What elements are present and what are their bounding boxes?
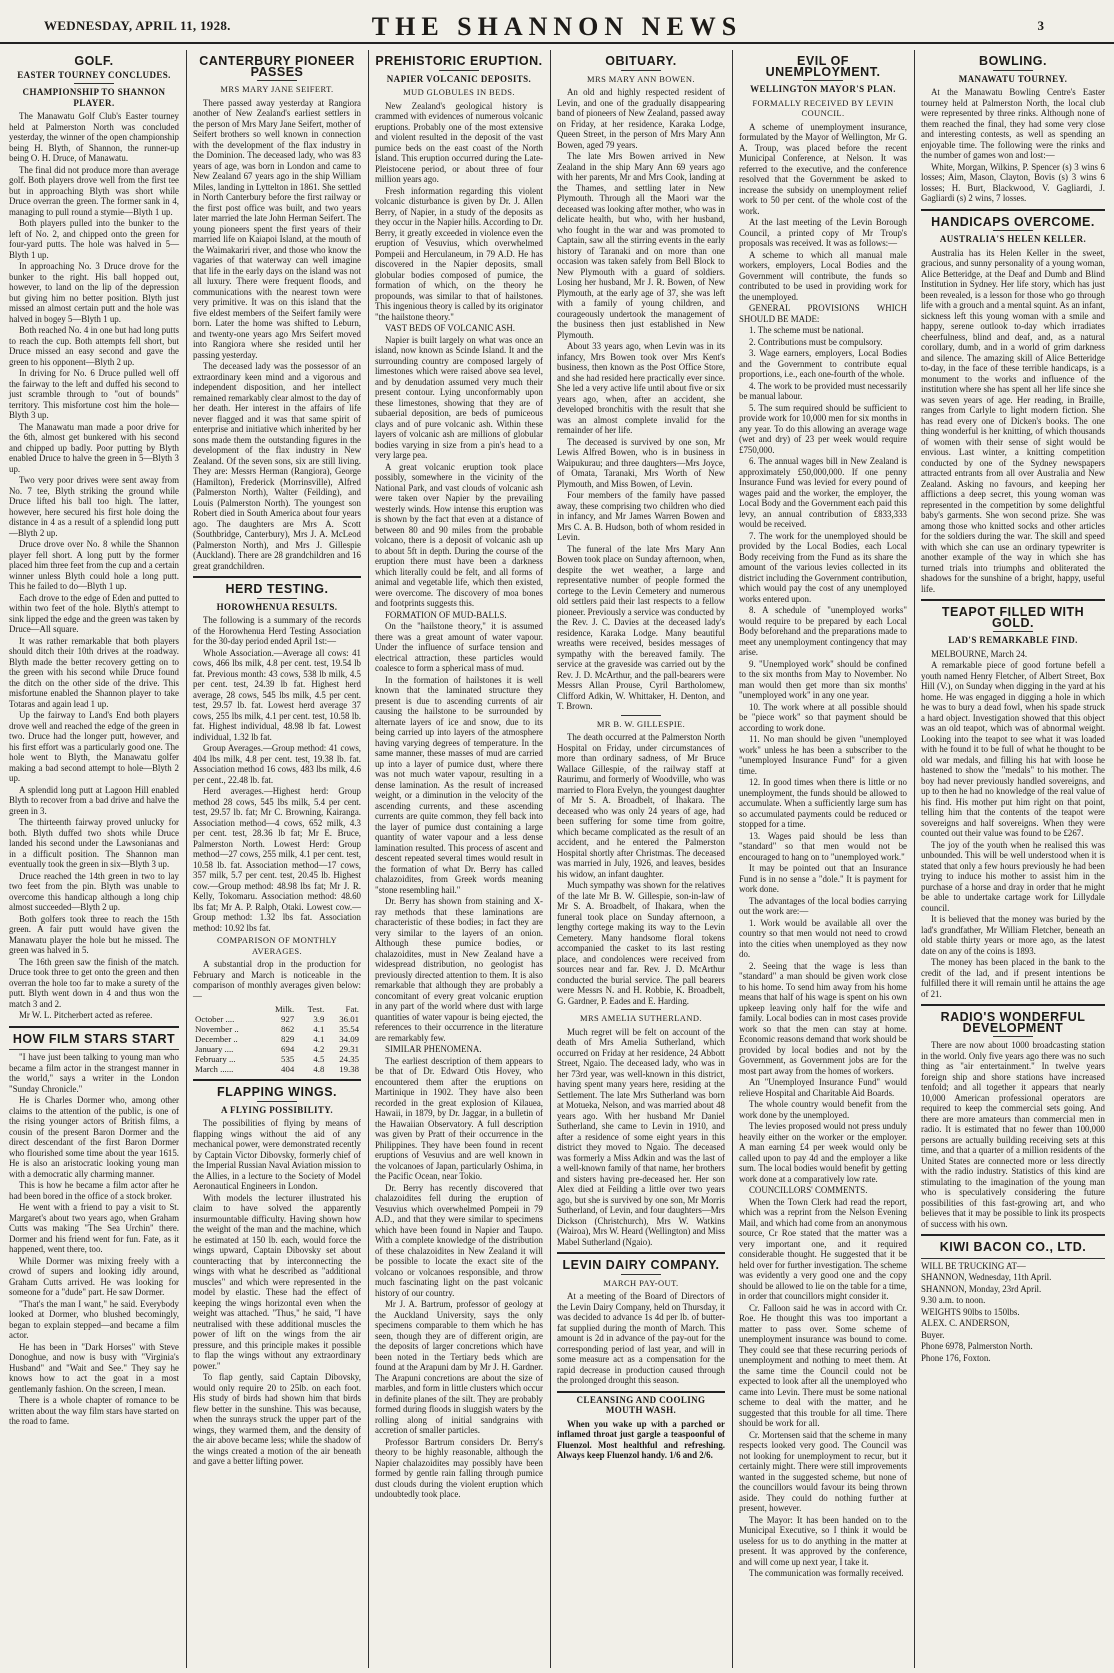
paragraph: SHANNON, Monday, 23rd April. bbox=[921, 1283, 1042, 1294]
table-cell: 34.09 bbox=[339, 1034, 359, 1044]
column-5 bbox=[734, 50, 912, 1668]
paragraph: "That's the man I want," he said. Everybody looked at Dormer, who blushed becomingly, began to explain stepped—and became a film actor. bbox=[9, 1298, 179, 1340]
paragraph: The death occurred at the Palmerston North Hospital on Friday, under circumstances of more than ordinary sadness, of Mr Bruce Wallace Gillespie, of the railway staff at Raurimu, and formerly of Woodville, who was married to Flora Evelyn, the youngest daughter of Mr S. A. Broadbelt, of Ihakara. The deceased who was only 24 years of age, had been suffering for some time from goitre, which became complicated as the result of an accident, and he entered the Palmerston Hospital shortly after Christmas. The deceased was married in July, 1926, and leaves, besides his widow, an infant daughter. bbox=[557, 732, 725, 879]
table-header-cell: Milk. bbox=[274, 1004, 295, 1014]
monthly-averages-table bbox=[193, 1004, 361, 1074]
golf-article bbox=[9, 111, 179, 1021]
dairy-subheading: MARCH PAY-OUT. bbox=[603, 1277, 679, 1288]
paragraph: In approaching No. 3 Druce drove for the bunker to the right. His ball hopped out, however, to land on the lip of the depression but giving him no better position. Blyth just missed an almost certain putt and the hole was halved in bogey 5—Blyth 1 up. bbox=[9, 261, 179, 324]
paragraph: Both golfers took three to reach the 15th green. A fair putt would have given the Manawatu player the hole but he missed. The green was halved in 5. bbox=[9, 913, 179, 955]
paragraph: At a meeting of the Board of Directors of the Levin Dairy Company, held on Thursday, it was decided to advance 1s 4d per lb. of butter-fat supplied during the month of March. This amount is 2d in advance of the pay-out for the corresponding period of last year, and will in some measure act as a compensation for the rapid decrease in production caused through the prolonged drought this season. bbox=[557, 1291, 725, 1385]
paragraph: The whole country would benefit from the work done by the unemployed. bbox=[739, 1099, 907, 1120]
table-cell: October .... bbox=[195, 1014, 235, 1024]
paragraph: New Zealand's geological history is crammed with evidences of numerous volcanic eruptions. Probably one of the most extensive and violent resulted in the deposit of the vast pumice beds on the east coast of the North Island. This eruption occurred during the Late-Pleistocene period, or about three of four million years ago. bbox=[375, 100, 543, 184]
paragraph: The communication was formally received. bbox=[749, 1568, 904, 1578]
prehistoric-heading: PREHISTORIC ERUPTION. bbox=[375, 54, 543, 68]
kiwi-advert bbox=[921, 1261, 1105, 1364]
paragraph: 1. The scheme must be national. bbox=[749, 325, 864, 335]
bowling-subheading: MANAWATU TOURNEY. bbox=[958, 73, 1068, 84]
comparison-title: COMPARISON OF MONTHLY AVERAGES. bbox=[216, 935, 338, 956]
table-cell: 4.2 bbox=[313, 1044, 325, 1054]
paragraph: To flap gently, said Captain Dibovsky, would only require 20 to 25lb. on each foot. His study of birds had shown him that birds flew better in the sunshine. This was because, when the sunrays struck the upper part of the wings, they warmed them, and the density of the air above became less; while the shadow of the wings created a motion of the air beneath and gave a better lifting power. bbox=[193, 1372, 361, 1466]
film-article bbox=[9, 1052, 179, 1427]
table-cell: 19.38 bbox=[339, 1064, 359, 1074]
paragraph: 11. No man should be given "unemployed work" unless he has been a subscriber to the "unemployed Insurance Fund" for a given time. bbox=[739, 734, 907, 776]
table-cell: 3.9 bbox=[313, 1014, 325, 1024]
paragraph: A scheme to which all manual male workers, employers, Local Bodies and the Government will contribute, the funds so contributed to be used in providing work for the unemployed. bbox=[739, 249, 907, 302]
obituary-sutherland-article bbox=[557, 1027, 725, 1248]
paragraph: Napier is built largely on what was once an island, now known as Scinde Island. It and the surrounding country are composed largely of limestones which were raised above sea level, and by denudation assumed very much their present contour. Lying unconformably upon these limestones, showing that they are of subaerial deposition, are beds of pumiceous clays and of pure volcanic ash. Within these layers of volcanic ash are millions of globular bodies varying in size from a pin's head to a very large pea. bbox=[375, 334, 543, 460]
mouthwash-advert: When you wake up with a parched or inflamed throat just gargle a teaspoonful of Fluenzol. Most healthful and refreshing. Always keep Fluenzol handy. 1/6 and 2/6. bbox=[557, 1418, 725, 1460]
table-cell: 24.35 bbox=[339, 1054, 359, 1064]
table-cell: 404 bbox=[281, 1064, 295, 1074]
paragraph: Buyer. bbox=[921, 1329, 945, 1340]
paragraph: WEIGHTS 90lbs to 150lbs. bbox=[921, 1306, 1020, 1317]
paragraph: 2. Contributions must be compulsory. bbox=[749, 336, 883, 347]
table-cell: November .. bbox=[195, 1024, 239, 1034]
prehistoric-article bbox=[375, 101, 543, 1500]
paragraph: 12. In good times when there is little or no unemployment, the funds should be allowed to accumulate. When a sufficiently large sum has so accumulated payments could be reduced or stopped for a time. bbox=[739, 777, 907, 829]
paragraph: It is believed that the money was buried by the lad's grandfather, Mr William Fletcher, beneath an old stable thirty years or more ago, as the latest date on any of the coins is 1893. bbox=[921, 914, 1105, 956]
paragraph: White, Morgan, Wilkins, P. Spencer (s) 3 wins 6 losses; Aim, Mason, Clayton, Bovis (s) 3 wins 6 losses; H. Burt, Blackwood, V. Gagliardi, J. Gagliardi (s) 2 wins, 7 losses. bbox=[921, 161, 1105, 203]
paragraph: GENERAL PROVISIONS WHICH SHOULD BE MADE: bbox=[739, 303, 907, 324]
herd-heading: HERD TESTING. bbox=[225, 582, 329, 596]
paragraph: At the last meeting of the Levin Borough Council, a printed copy of Mr Troup's proposals was received. It was as follows:— bbox=[739, 217, 907, 248]
paragraph: At the Manawatu Bowling Centre's Easter tourney held at Palmerston North, the local club were represented by three rinks. Although none of them reached the final, they had some very close and interesting contests, as well as spending an enjoyable time. The following were the rinks and the number of games won and lost:— bbox=[921, 87, 1105, 160]
paragraph: A scheme of unemployment insurance, formulated by the Mayor of Wellington, Mr G. A. Troup, was placed before the recent Municipal Conference, at Nelson. It was referred to the executive, and the conference resolved that the Government be asked to increase the subsidy on unemployment relief work to 50 per cent. of the whole cost of the work. bbox=[739, 121, 907, 216]
paragraph: There are now about 1000 broadcasting station in the world. Only five years ago there was no such thing as "air entertainment." In twelve years foreign ship and shore stations have increased tenfold; and all together it appears that nearly 10,000 American professional operators are required to keep the commercial sets going. And there are more amateurs than commercial men in radio. It is estimated that no fewer than 100,000 persons are actually building receiving sets at this time, and that a quarter of a million residents of the United States are connected more or less directly with the radio industry. Statistics of this kind are stimulating to the imagination of the young man who is speculatively considering the future possibilities of this fast-growing art, and who believes that it may be possible to link its prospects of success with his own. bbox=[921, 1040, 1105, 1229]
paragraph: Cr. Falloon said he was in accord with Cr. Roe. He thought this was too important a matter to pass over. Some scheme of unemployment insurance was bound to come. They could see that these recurring periods of unemployment and nothing to meet them. At the same time the Council could not be expected to look after all the unemployed who came into Levin. There must be some national scheme to deal with the matter, and he suggested that this trouble for all time. There should be work for all. bbox=[739, 1302, 907, 1428]
paragraph: COUNCILLORS' COMMENTS. bbox=[749, 1185, 868, 1195]
paragraph: This is how he became a film actor after he had been bored in the office of a stock broker. bbox=[9, 1180, 179, 1201]
table-row bbox=[193, 1054, 361, 1064]
paragraph: The following is a summary of the records of the Horowhenua Herd Testing Association for the 30-day period ended April 1st:— bbox=[193, 615, 361, 646]
canterbury-subheading: MRS MARY JANE SEIFERT. bbox=[220, 84, 334, 94]
paragraph: Australia has its Helen Keller in the sweet, gracious, and sunny personality of a young woman, Alice Betteridge, at the Deaf and Dumb and Blind Institution in Sydney. Her life story, which has just been revealed, is a lesson for those who go through life with a grouch and a mental squint. As an infant, sickness left this young woman with a smile and happy, serene outlook to-day which irradiates cheerfulness, blind and deaf, and, as a natural corollary, dumb, and in a world of grim darkness and silence. The amazing skill of Alice Betteridge to-day, in the face of these terrible handicaps, is a monument to the works and influence of the institution where she has spent all her life since she was seven years of age. Her reading, in Braille, ranges from Carlyle to light modern fiction. She has read every one of Dicken's books. The one thing wonderful is her knitting, of which thousands of women with their sense of sight would be envious. Last winter, a knitting competition conducted by one of the Sydney newspapers attracted entrants from all over Australia and New Zealand. Asking no favours, and keeping her afflictions a deep secret, this young woman was represented in the competition by some delightful baby's garments. She won second prize. She was among those who knitted socks and other articles for the soldiers during the war. The skill and speed with which she can use an ordinary typewriter is another example of the way in which she has turned trials into triumphs and obliterated the shadows for the sunshine of a bright, happy, useful life. bbox=[921, 247, 1105, 594]
paragraph: He went with a friend to pay a visit to St. Margaret's about two years ago, when Graham Cutts was making "The Sea Urchin" there. Dormer and his friend went for fun. Fate, as it happened, went there, too. bbox=[9, 1202, 179, 1254]
obituary-gillespie-subheading: MR B. W. GILLESPIE. bbox=[596, 718, 686, 729]
column-2 bbox=[188, 50, 366, 1668]
paragraph: The earliest description of them appears to be that of Dr. Edward Otis Hovey, who encountered them after the eruptions on Martinique in 1902. They have also been recorded in the great explosion of Kilauea, Hawaii, in 1879, by Dr. Jaggar, in a bulletin of the Hawaiian Observatory. A full description was given by Pratt of their occurrence in the Philippines. They have been found in recent eruptions of Vesuvius and are well known in the volcanoes of Japan, particularly Oshima, in the Pacific Ocean, near Tokio. bbox=[375, 1055, 543, 1181]
paragraph: The Manawatu man made a poor drive for the 6th, almost get bunkered with his second and chipped up badly. Poor putting by Blyth enabled Druce to halve the green in 5—Blyth 3 up. bbox=[9, 421, 179, 474]
teapot-subheading: LAD'S REMARKABLE FIND. bbox=[948, 635, 1078, 645]
paragraph: A splendid long putt at Lagoon Hill enabled Blyth to recover from a bad drive and halve the green in 3. bbox=[9, 784, 179, 816]
paragraph: VAST BEDS OF VOLCANIC ASH. bbox=[385, 323, 515, 333]
table-cell: 29.31 bbox=[339, 1044, 359, 1054]
paragraph: There is a whole chapter of romance to be written about the way film stars have started on the road to fame. bbox=[9, 1395, 179, 1426]
paragraph: In the formation of hailstones it is well known that the laminated structure they present is due to ascending currents of air causing the hailstone to be surrounded by alternate layers of ice and snow, due to its being carried up into layers of the atmosphere having varying degrees of temperature. In the same manner, these masses of mud are carried up into a layer of pumice dust, where there was not much water vapour, resulting in a dense lamination. As the result of increased weight, or a diminution in the velocity of the ascending currents, and these ascending currents are quite common, they fell back into the layer of pumice dust containing a large quantity of water vapour and a less dense lamination resulted. This process of ascent and descent repeated several times would result in the formation of what Dr. Berry has called chalazoidites, from Greek words meaning "stone resembling hail." bbox=[375, 674, 543, 895]
table-row bbox=[193, 1014, 361, 1024]
table-cell: January .... bbox=[195, 1044, 234, 1054]
kiwi-heading: KIWI BACON CO., LTD. bbox=[939, 1240, 1087, 1254]
table-cell: 4.8 bbox=[313, 1064, 325, 1074]
paragraph: The Manawatu Golf Club's Easter tourney held at Palmerston North was concluded yesterday, the winner of the open championship being H. Blyth, of Shannon, the runner-up being O. H. Druce, of Manawatu. bbox=[9, 111, 179, 163]
paragraph: Phone 176, Foxton. bbox=[921, 1352, 991, 1363]
paragraph: In driving for No. 6 Druce pulled well off the fairway to the left and duffed his second to just scramble through to "out of bounds" territory. This misfortune cost him the hole—Blyth 3 up. bbox=[9, 368, 179, 420]
dairy-heading: LEVIN DAIRY COMPANY. bbox=[562, 1258, 720, 1272]
golf-subheading-2: CHAMPIONSHIP TO SHANNON PLAYER. bbox=[22, 87, 166, 108]
paragraph: Four members of the family have passed away, these comprising two children who died in infancy, and Mr James Warren Bowen and Mrs C. A. B. Hudson, both of whom resided in Levin. bbox=[557, 490, 725, 542]
table-row bbox=[193, 1034, 361, 1044]
table-cell: 694 bbox=[281, 1044, 295, 1054]
paragraph: Mr W. L. Pitcherbert acted as referee. bbox=[19, 1010, 153, 1020]
column-6 bbox=[916, 50, 1110, 1668]
paragraph: Druce reached the 14th green in two to lay two feet from the pin. Blyth was unable to overcome this handicap although a long chip almost succeeded—Blyth 2 up. bbox=[9, 870, 179, 912]
dairy-article bbox=[557, 1291, 725, 1386]
bowling-article bbox=[921, 87, 1105, 204]
paragraph: The joy of the youth when he realised this was unbounded. This will be well understood when it is stated that only a few hours previously he had been trying to induce his mother to assist him in the purchase of a horse and dray in order that he might be able to undertake cartage work for Lillydale council. bbox=[921, 839, 1105, 913]
paragraph: The deceased lady was the possessor of an extraordinary keen mind and a vigorous and independent disposition, and her intellect remained remarkably clear almost to the day of her death. Her interest in the affairs of life never flagged and it was that same spirit of enterprise and initiative which inherited by her sons made them the outstanding figures in the development of the flax industry in New Zealand. Of the seven sons, six are still living. They are: Messrs Herman (Rangiora), George (Hamilton), Frederick (Morrinsville), Alfred (Palmerston North), Walter (Feilding), and Louis (Palmerston North). The youngest son Robert died in South America about four years ago. The daughters are Mrs A. Scott (Southbridge, Canterbury), Mrs J. A. McLeod (Palmerston North), and Mrs J. Gillespie (Auckland). There are 28 grandchildren and 16 great grandchildren. bbox=[193, 361, 361, 571]
table-header-cell bbox=[193, 1004, 262, 1014]
paragraph: Herd averages.—Highest herd: Group method 28 cows, 545 lbs milk, 5.4 per cent. test, 29.57 lb. fat; Mr C. Browning, Kairanga. Association method—4 cows, 652 milk, 4.3 per cent. test, 28.36 lb fat; Mr E. Bruce, Palmerston North. Lowest Herd: Group method—27 cows, 255 milk, 4.1 per cent. test, 10.58 lb. fat. Association method—17 cows, 357 milk, 5.7 per cent. test, 20.45 lb. Highest cow.—Group method: 48.98 lbs fat; Mr J. R. Kelly, Tokomaru. Association method: 48.60 lbs fat; Mr A. P. Ralph, Otaki. Lowest cow.—Group method: 1.32 lbs fat. Association method: 10.92 lbs fat. bbox=[193, 786, 361, 933]
table-cell: 4.5 bbox=[313, 1054, 325, 1064]
table-cell: 927 bbox=[281, 1014, 295, 1024]
paragraph: The levies proposed would not press unduly heavily either on the worker or the employer. A man earning £4 per week would only be called upon to pay 4d and the employer a like sum. The local bodies would benefit by getting work done at a comparatively low rate. bbox=[739, 1121, 907, 1184]
obituary-bowen-subheading: MRS MARY ANN BOWEN. bbox=[587, 73, 695, 84]
paragraph: It was rather remarkable that both players should ditch their 10th drives at the roadway. Blyth made the better recovery getting on to the green with his second while Druce found the ditch on the other side of the drive. This misfortune enabled the Shannon player to take Totaras and again lead 1 up. bbox=[9, 635, 179, 709]
paragraph: 10. The work where at all possible should be "piece work" so that payment should be according to work done. bbox=[739, 701, 907, 733]
herd-subheading: HOROWHENUA RESULTS. bbox=[216, 601, 338, 612]
flapping-heading: FLAPPING WINGS. bbox=[217, 1085, 337, 1099]
golf-subheading: EASTER TOURNEY CONCLUDES. bbox=[17, 69, 171, 80]
paragraph: On the "hailstone theory," it is assumed there was a great amount of water vapour. Under the influence of surface tension and electrical attraction, these particles would coalesce to form a spherical mass of mud. bbox=[375, 621, 543, 673]
flapping-article bbox=[193, 1118, 361, 1467]
table-cell: March ...... bbox=[195, 1064, 234, 1074]
table-cell: December .. bbox=[195, 1034, 238, 1044]
column-1 bbox=[4, 50, 184, 1668]
table-header-cell: Fat. bbox=[345, 1004, 359, 1014]
golf-heading: GOLF. bbox=[74, 54, 114, 68]
paragraph: Group Averages.—Group method: 41 cows, 404 lbs milk, 4.8 per cent. test, 19.38 lb. fat. Association method 16 cows, 483 lbs milk, 4.6 per cent., 22.48 lb. fat. bbox=[193, 743, 361, 785]
paragraph: An old and highly respected resident of Levin, and one of the gradually disappearing band of pioneers of New Zealand, passed away on Friday, at her residence, Karaka Lodge, Queen Street, in the person of Mrs Mary Ann Bowen, aged 79 years. bbox=[557, 87, 725, 150]
paragraph: The Mayor: It has been handed on to the Municipal Executive, so I think it would be useless for us to do anything in the matter at present. It was approved by the conference, and will come up next year, I take it. bbox=[739, 1514, 907, 1567]
paragraph: The 16th green saw the finish of the match. Druce took three to get onto the green and then overran the hole too far to make a surety of the putt. Blyth went down in 4 and thus won the match 3 and 2. bbox=[9, 956, 179, 1009]
paragraph: The deceased is survived by one son, Mr Lewis Alfred Bowen, who is in business in Waipukurau; and three daughters—Mrs Joyce, of Omata, Taranaki, Mrs Worth of New Plymouth, and Miss Bowen, of Levin. bbox=[557, 436, 725, 489]
paragraph: Dr. Berry has recently discovered that chalazoidites fell during the eruption of Vesuvius which overwhelmed Pompeii in 79 A.D., and that they were similar to specimens which have been found in Napier and Taupo. With a complete knowledge of the distribution of these chalazoidites in New Zealand it will be possible to locate the exact site of the volcano or volcanoes responsible, and throw much fascinating light on the past volcanic history of our country. bbox=[375, 1182, 543, 1298]
keller-subheading: AUSTRALIA'S HELEN KELLER. bbox=[939, 234, 1087, 244]
paragraph: 7. The work for the unemployed should be provided by the Local Bodies, each Local Body receiving from the Fund as its share the amount of the various levies collected in its district including the Government contribution, which would pay the cost of any unemployed works entered upon. bbox=[739, 530, 907, 604]
paragraph: 4. The work to be provided must necessarily be manual labour. bbox=[739, 380, 907, 401]
paragraph: SIMILAR PHENOMENA. bbox=[385, 1044, 482, 1054]
flapping-subheading: A FLYING POSSIBILITY. bbox=[220, 1104, 334, 1115]
paragraph: He has been in "Dark Horses" with Steve Donoghue, and now is busy with "Virginia's Husband" and "Wait and See." They say he knows how to act the goat in a most gentlemanly fashion. On the screen, I mean. bbox=[9, 1341, 179, 1394]
paragraph: ALEX. C. ANDERSON, bbox=[921, 1318, 1010, 1328]
paragraph: Up the fairway to Land's End both players drove well and reached the edge of the green in two. Druce had the longer putt, however, and his first effort was a particularly good one. The hole went to Blyth, the Manawatu golfer making a bad second attempt to hole—Blyth 2 up. bbox=[9, 710, 179, 783]
teapot-article bbox=[921, 649, 1105, 1000]
prehistoric-subheading-2: MUD GLOBULES IN BEDS. bbox=[403, 87, 515, 97]
paragraph: With models the lecturer illustrated his claim to have solved the apparently insurmountable difficulty. Having shown how the weight of the man and the machine, which he estimated at 150 lb. each, would force the wings upward, Captain Dibovsky set about counteracting that by interconnecting the wings with what he described as "additional muscles" and which were represented in the model by elastic. These had the effect of keeping the wings horizontal even when the weight was attached. "Thus," he said, "I have neutralised with these additional muscles the power of lift on the wings from the air pressure, and this principle makes it possible to flap the wings without any extraordinary power." bbox=[193, 1192, 361, 1371]
page-number: 3 bbox=[1037, 18, 1044, 33]
bowling-heading: BOWLING. bbox=[979, 54, 1047, 68]
column-3 bbox=[370, 50, 548, 1668]
paragraph: 9.30 a.m. to noon. bbox=[921, 1295, 986, 1305]
canterbury-article bbox=[193, 98, 361, 572]
obituary-sutherland-subheading: MRS AMELIA SUTHERLAND. bbox=[580, 1013, 702, 1023]
radio-article bbox=[921, 1040, 1105, 1229]
paragraph: Fresh information regarding this violent volcanic disturbance is given by Dr. J. Allen Berry, of Napier, in a study of the deposits as they occur in the Napier hills. According to Dr. Berry, it greatly exceeded in violence even the eruption of Vesuvius, which overwhelmed Pompeii and Herculaneum, in 79 A.D. He has discovered in the Napier deposits, small globular bodies composed of pumice, the formation of which, on the theory he propounds, was similar to that of hailstones. This ingenious theory is called by its originator "the hailstone theory." bbox=[375, 185, 543, 322]
paragraph: 1. Work would be available all over the country so that men would not need to crowd into the cities when unemployed as they now do. bbox=[739, 917, 907, 959]
prehistoric-subheading: NAPIER VOLCANIC DEPOSITS. bbox=[386, 73, 532, 84]
herd-article bbox=[193, 615, 361, 933]
newspaper-title: THE SHANNON NEWS bbox=[371, 12, 743, 41]
paragraph: 9. "Unemployed work" should be confined to the six months from May to November. No man would then get more than six months' "unemployed work" in any one year. bbox=[739, 658, 907, 700]
table-cell: 35.54 bbox=[339, 1024, 359, 1034]
paragraph: The late Mrs Bowen arrived in New Zealand in the ship Mary Ann 69 years ago with her parents, Mr and Mrs Cook, landing at the Thames, and settling later in New Plymouth. Through all the Maori war the deceased was looking after mother, who was in delicate health, but who, with her husband, who fought in the war and was promoted to Captain, saw all the stirring events in the early history of Taranaki and on more than one occasion was taken safely from Bell Block to New Plymouth with a guard of soldiers. Losing her husband, Mr J. R. Bowen, of New Plymouth, at the early age of 37, she was left with a family of young children, and courageously undertook the management of the business then just established in New Plymouth. bbox=[557, 151, 725, 340]
paragraph: Cr. Mortensen said that the scheme in many respects looked very good. The Council was not looking for unemployment to recur, but it certainly might. There were still improvements wanted in the suggested scheme, but none of the councillors would favour its being thrown aside. They could do nothing further at present, however. bbox=[739, 1429, 907, 1513]
unemployment-heading: EVIL OF UNEMPLOYMENT. bbox=[765, 54, 881, 79]
table-cell: 36.01 bbox=[339, 1014, 359, 1024]
unemployment-article bbox=[739, 122, 907, 1579]
table-cell: 535 bbox=[281, 1054, 295, 1064]
mouthwash-heading: CLEANSING AND COOLING MOUTH WASH. bbox=[576, 1394, 706, 1415]
paragraph: SHANNON, Wednesday, 11th April. bbox=[921, 1272, 1052, 1282]
paragraph: The money has been placed in the bank to the credit of the lad, and if present intentions be fulfilled there it will remain until he attains the age of 21. bbox=[921, 957, 1105, 999]
table-row bbox=[193, 1024, 361, 1034]
paragraph: "I have just been talking to young man who became a film actor in the strangest manner in the world," says a writer in the London "Sunday Chronicle." bbox=[9, 1052, 179, 1094]
paragraph: Professor Bartrum considers Dr. Berry's theory to be highly reasonable, although the Napier chalazoidites may possibly have been formed by gentle rain falling through pumice dust clouds during the violent eruption which undoubtedly took place. bbox=[375, 1436, 543, 1499]
paragraph: He is Charles Dormer who, among other claims to the attention of the public, is one of the rising younger actors of British films, a cousin of the present Baron Dormer and the direct descendant of the first Baron Dormer who flourished some time about the year 1615. He is also an aristocratic looking young man with a democratic ally charming manner. bbox=[9, 1095, 179, 1179]
film-heading: HOW FILM STARS START bbox=[12, 1031, 176, 1046]
issue-date: WEDNESDAY, APRIL 11, 1928. bbox=[44, 18, 231, 33]
paragraph: While Dormer was mixing freely with a crowd of supers and looking idly around, Graham Cutts arrived. He was looking for someone for a "dude" part. He saw Dormer. bbox=[9, 1255, 179, 1297]
paragraph: The thirteenth fairway proved unlucky for both. Blyth duffed two shots while Druce landed his second under the Lawsonianas and in a difficult position. The Shannon man eventually took the green in six—Blyth 3 up. bbox=[9, 817, 179, 869]
paragraph: 8. A schedule of "unemployed works" would require to be prepared by each Local Body beforehand and the preparations made to meet any unemployment contingency that may arise. bbox=[739, 605, 907, 657]
obituary-heading: OBITUARY. bbox=[605, 54, 677, 68]
paragraph: Both reached No. 4 in one but had long putts to reach the cup. Both attempts fell short, but Druce missed an easy second and gave the green to his opponent—Blyth 2 up. bbox=[9, 325, 179, 367]
table-cell: 4.1 bbox=[313, 1024, 325, 1034]
paragraph: The possibilities of flying by means of flapping wings without the aid of any mechanical power, were demonstrated recently by Captain Victor Dibovsky, formerly chief of the Imperial Russian Naval Aviation mission to the Allies, in a lecture to the Society of Model Aeronautical Engineers in London. bbox=[193, 1118, 361, 1191]
column-4 bbox=[552, 50, 730, 1668]
paragraph: MELBOURNE, March 24. bbox=[931, 648, 1028, 659]
paragraph: When the Town Clerk had read the report, which was a reprint from the Nelson Evening Mail, and which had come from an anonymous source, Cr Roe stated that the matter was a very important one, and it required considerable thought. He suggested that it be held over for further investigation. The scheme was evidently a very good one and the copy should be allowed to lie on the table for a time, in order that councillors might consider it. bbox=[739, 1196, 907, 1301]
table-cell: 862 bbox=[281, 1024, 295, 1034]
keller-heading: HANDICAPS OVERCOME. bbox=[931, 214, 1095, 229]
paragraph: 6. The annual wages bill in New Zealand is approximately £50,000,000. If one penny Insurance Fund was levied for every pound of wages paid and the worker, the employer, the Local Body and the Government each paid this levy, an annual contribution of £833,333 would be received. bbox=[739, 456, 907, 529]
paragraph: Druce drove over No. 8 while the Shannon player fell short. A long putt by the former placed him three feet from the cup and a certain winner unless Blyth could hole a long putt. This he failed to do—Blyth 1 up. bbox=[9, 539, 179, 591]
paragraph: It may be pointed out that an Insurance Fund is in no sense a "dole." It is payment for work done. bbox=[739, 863, 907, 894]
table-header-row bbox=[193, 1004, 361, 1014]
paragraph: A great volcanic eruption took place possibly, somewhere in the vicinity of the National Park, and vast clouds of volcanic ash were taken over Napier by the prevailing westerly winds. How intense this eruption was is shown by the fact that even at a distance of between 80 and 90 miles from the probable volcano, there is a deposit of volcanic ash up to about 5ft in depth. During the course of the eruption there must have been a darkness which literally could be felt, and all forms of animal and vegetable life, which then existed, were overcome. The discovery of moa bones and footprints suggests this. bbox=[375, 461, 543, 608]
table-cell: February ... bbox=[195, 1054, 236, 1064]
paragraph: FORMATION OF MUD-BALLS. bbox=[385, 609, 507, 620]
table-row bbox=[193, 1064, 361, 1074]
paragraph: Two very poor drives were sent away from No. 7 tee, Blyth striking the ground while Druce lifted his ball too high. The latter, however, here secured his first hole doing the distance in 4 as a result of a splendid long putt—Blyth 2 up. bbox=[9, 475, 179, 538]
paragraph: Both players pulled into the bunker to the left of No. 2, and chipped onto the green for four-yard putts. The hole was halved in 5—Blyth 1 up. bbox=[9, 218, 179, 260]
paragraph: Whole Association.—Average all cows: 41 cows, 466 lbs milk, 4.8 per cent. test, 19.54 lb fat. Previous month: 43 cows, 538 lb milk, 4.5 per cent. test, 24.39 lb fat. Highest herd average, 28 cows, 545 lbs milk, 4.5 per cent. test, 29.57 lb. fat. Lowest herd average 37 cows, 255 lbs milk, 4.1 per cent. test, 10.58 lb. fat. Highest individual, 48.98 lb fat. Lowest individual, 1.32 lb fat. bbox=[193, 647, 361, 742]
paragraph: An "Unemployed Insurance Fund" would relieve Hospital and Charitable Aid Boards. bbox=[739, 1077, 907, 1098]
paragraph: Much sympathy was shown for the relatives of the late Mr B. W. Gillespie, son-in-law of Mr S. A. Broadbelt, of Ihakara, when the funeral took place on Sunday afternoon, a lengthy cortege making its way to the Levin Cemetery. Many handsome floral tokens accompanied the casket to its last resting place, and condolences were received from sources near and far. Rev. J. D. McArthur conducted the burial service. The pall bearers were Messrs N. and H. Robbie, K. Broadbelt, G. Gardner, P. Eades and E. Harding. bbox=[557, 880, 725, 1006]
unemployment-subheading: WELLINGTON MAYOR'S PLAN. bbox=[750, 84, 896, 94]
paragraph: A remarkable piece of good fortune befell a youth named Henry Fletcher, of Albert Street, Box Hill (V.), on Sunday when digging in the yard at his home. He was engaged in digging a hole in which he was to bury a dead fowl, when his spade struck a hard object. Investigation showed that this object was an old teapot, which was of abnormal weight. Looking into the teapot to see what it was loaded with he found it to be full of what he thought to be old war medals, and filling his hat with loose he hastened to show the "medals" to his mother. The boy had never previously handled sovereigns, and up to then he had no knowledge of the real value of his find. His mother put him right on that point, telling him that the contents of the teapot were sovereigns and half sovereigns. When they were counted out their value was found to be £267. bbox=[921, 660, 1105, 838]
table-cell: 4.1 bbox=[313, 1034, 325, 1044]
obituary-gillespie-article bbox=[557, 732, 725, 1006]
paragraph: The advantages of the local bodies carrying out the work are:— bbox=[739, 895, 907, 916]
paragraph: The funeral of the late Mrs Mary Ann Bowen took place on Sunday afternoon, when, despite the wet weather, a large and representative number of people formed the cortege to the Levin Cemetery and numerous old settlers paid their last respects to a fellow pioneer. Previously a service was conducted by the Rev. J. C. Davies at the deceased lady's residence, Karaka Lodge. Many beautiful wreaths were received, besides messages of sympathy with the bereaved family. The service at the graveside was carried out by the Rev. J. D. McArthur, and the pall-bearers were Messrs Allan Prouse, Cyril Bartholomew, Clifford Adkin, W. Whittaker, H. Denton, and T. Brown. bbox=[557, 543, 725, 711]
table-row bbox=[193, 1044, 361, 1054]
canterbury-heading: CANTERBURY PIONEER PASSES bbox=[199, 54, 355, 79]
paragraph: The final did not produce more than average golf. Both players drove well from the first tee but in approaching Blyth was short while Druce overran the green. The former sank in 4, managing to pull round a stymie—Blyth 1 up. bbox=[9, 164, 179, 217]
paragraph: 3. Wage earners, employers, Local Bodies and the Government to contribute equal proportions, i.e., each one-fourth of the whole. bbox=[739, 348, 907, 379]
unemployment-subheading-2: FORMALLY RECEIVED BY LEVIN COUNCIL. bbox=[752, 97, 894, 118]
paragraph: Each drove to the edge of Eden and putted to within two feet of the hole. Blyth's attempt to sink lipped the edge and the green was taken by Druce—All square. bbox=[9, 592, 179, 634]
masthead bbox=[0, 0, 1114, 44]
paragraph: About 33 years ago, when Levin was in its infancy, Mrs Bowen took over Mrs Kent's business, then known as the Post Office Store, and she had resided here practically ever since. She led a very active life until about five or six years ago, when, after an accident, she developed bronchitis with the result that she was an almost complete invalid for the remainder of her life. bbox=[557, 341, 725, 435]
paragraph: Phone 6978, Palmerston North. bbox=[921, 1341, 1033, 1351]
paragraph: Mr J. A. Bartrum, professor of geology at the Auckland University, says the only specimens comparable to them which he has seen, though they are of different origin, are the deposits of larger concretions which have been noted in the Tertiary beds which are found at the Arapuni dam by Mr J. H. Gardner. The Arapuni concretions are about the size of marbles, and form in little clusters which occur in definite planes of the silt. They are probably formed during floods in sluggish waters by the rolling along of initial sandgrains with accretion of smaller particles. bbox=[375, 1299, 543, 1435]
paragraph: 2. Seeing that the wage is less than "standard" a man should be given work close to his home. To send him away from his home means that half of his wage is spent on his own upkeep leaving only half for the wife and family. Local bodies can in most cases provide work so that the men can stay at home. Economic reasons demand that work should be provided by local bodies and not by the Government, as Government jobs are for the most part away from the homes of workers. bbox=[739, 960, 907, 1076]
paragraph: There passed away yesterday at Rangiora another of New Zealand's earliest settlers in the person of Mrs Mary Jane Seifert, mother of Seifert brothers so well known in connection with the development of the flax industry in the Dominion. The deceased lady, who was 83 years of age, was born in London and came to New Zealand 67 years ago in the ship William Miles, landing in Lyttelton in 1861. She settled in North Canterbury before the first railway or the first post office was built, and two years later married the late John Herman Seifert. The young pioneers spent the first years of their married life on Kaiapoi Island, at the mouth of the Waimakariri river, and those who know the vagaries of that waterway can well imagine that life in the early days on the island was not all luxury. There were frequent floods, and communications with the nearest town were very primitive. It was on this island that the five eldest members of the Seifert family were born. Later the home was shifted to Leburn, and twenty-one years ago Mrs Seifert moved into Rangiora where she resided until her passing yesterday. bbox=[193, 97, 361, 360]
paragraph: 13. Wages paid should be less than "standard" so that men would not be encouraged to hang on to "unemployed work." bbox=[739, 830, 907, 862]
obituary-bowen-article bbox=[557, 87, 725, 712]
paragraph: 5. The sum required should be sufficient to provide work for 10,000 men for six months in any year. To do this allowing an average wage (wet and dry) of 23 per week would require £750,000. bbox=[739, 402, 907, 455]
radio-heading: RADIO'S WONDERFUL DEVELOPMENT bbox=[940, 1010, 1086, 1035]
table-cell: 829 bbox=[281, 1034, 295, 1044]
table-header-cell: Test. bbox=[307, 1004, 325, 1014]
keller-article bbox=[921, 248, 1105, 595]
comparison-intro: A substantial drop in the production for February and March is noticeable in the comparison of monthly averages given below:— bbox=[193, 959, 361, 1001]
teapot-heading: TEAPOT FILLED WITH GOLD. bbox=[941, 605, 1085, 630]
paragraph: Dr. Berry has shown from staining and X-ray methods that these laminations are characteristic of these bodies; in fact they are very similar to the layers of an onion. Although these pumice bodies, or chalazoidites, must in New Zealand have a widespread distribution, no geologist has previously directed attention to them. It is also remarkable that although they are probably a concomitant of every great volcanic eruption in any part of the world where dust with large quantities of water vapour is being ejected, the references to their occurrence in the literature are remarkably few. bbox=[375, 896, 543, 1043]
paragraph: Much regret will be felt on account of the death of Mrs Amelia Sutherland, which occurred on Friday at her residence, 24 Abbott Street, Ngaio. The deceased lady, who was in her 73rd year, was well-known in this district, having spent many years here, residing at the Settlement. The late Mrs Sutherland was born at Motueka, Nelson, and was married about 48 years ago. With her husband Mr Daniel Sutherland, she came to Levin in 1910, and after a residence of some eight years in this district they moved to Ngaio. The deceased was formerly a Miss Adkin and was the last of a well-known family of that name, her brothers and sisters having pre-deceased her. Her son Alex died at Feilding a little over two years ago, but she is survived by one son, Mr Morris Sutherland, of Levin, and four daughters—Mrs Dickson (Christchurch), Mrs W. Watkins (Wairoa), Mrs W. Heard (Wellington) and Miss Mabel Sutherland (Ngaio). bbox=[557, 1026, 725, 1247]
paragraph: WILL BE TRUCKING AT— bbox=[921, 1260, 1026, 1271]
